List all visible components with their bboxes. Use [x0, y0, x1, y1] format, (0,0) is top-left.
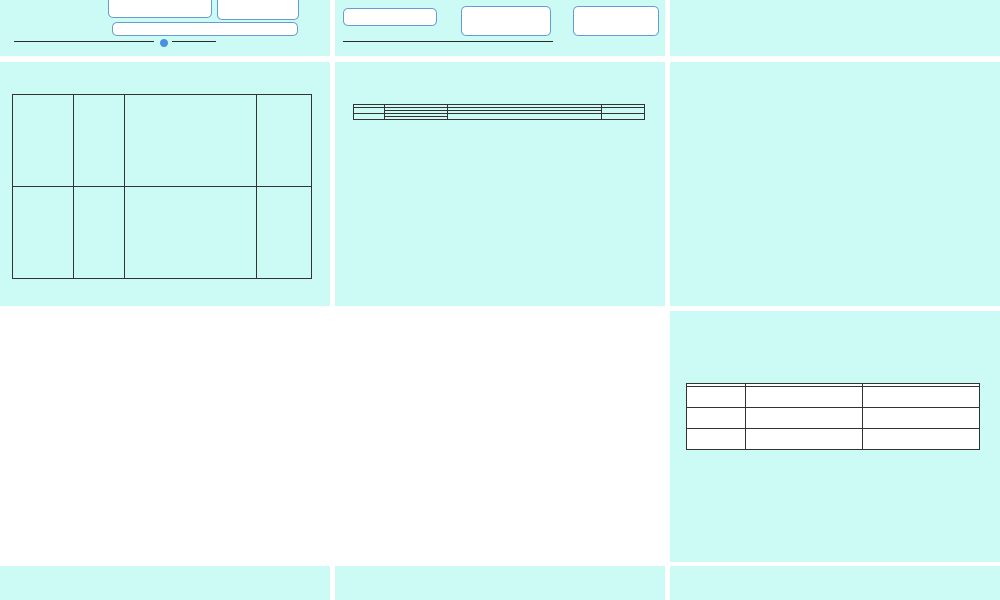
table-cell	[448, 114, 602, 120]
growth-model-chart-panel	[0, 311, 330, 562]
table-cell	[13, 187, 74, 279]
table-cell	[601, 114, 644, 120]
age-structure-table	[686, 383, 980, 450]
growth-model-line-chart	[0, 311, 330, 562]
table-row	[13, 187, 312, 279]
slide1-right-pill	[217, 0, 299, 20]
slide1-pill	[108, 0, 212, 18]
table-cell	[687, 408, 746, 429]
slide-12[interactable]	[670, 566, 1000, 600]
slide-1[interactable]	[0, 0, 330, 56]
table-cell	[863, 429, 980, 450]
table-cell	[125, 187, 256, 279]
table-row	[687, 429, 980, 450]
slide1-rule	[14, 41, 154, 42]
slide2-box-3	[573, 6, 659, 36]
table-cell	[746, 408, 863, 429]
slide1-globe-icon	[160, 39, 168, 47]
bar-charts-panel-top	[335, 311, 545, 443]
table-cell	[13, 95, 74, 187]
slide-4[interactable]	[0, 62, 330, 306]
bar-charts-top	[335, 311, 545, 443]
slide1-right-line1	[218, 0, 298, 1]
slide-3[interactable]	[670, 0, 1000, 56]
slide2-box-1	[343, 8, 437, 26]
country-problem-table	[353, 104, 645, 120]
table-cell	[687, 387, 746, 408]
table-row	[687, 408, 980, 429]
table-cell	[746, 429, 863, 450]
table-cell	[863, 408, 980, 429]
table-cell	[687, 429, 746, 450]
slide-11[interactable]	[335, 566, 665, 600]
type-comparison-table	[12, 94, 312, 279]
slide1-factor	[112, 22, 298, 36]
bar-charts-bottom	[472, 444, 665, 562]
bar-charts-panel-bottom	[472, 444, 665, 562]
table-cell	[256, 95, 311, 187]
table-cell	[74, 187, 125, 279]
table-cell	[74, 95, 125, 187]
table-cell	[125, 95, 256, 187]
table-row	[687, 387, 980, 408]
table-cell	[354, 114, 385, 120]
table-row	[13, 95, 312, 187]
slide-10[interactable]	[0, 566, 330, 600]
slide2-box-2	[461, 6, 551, 36]
slide2-rule	[343, 41, 553, 42]
table-cell	[863, 387, 980, 408]
slide-9[interactable]	[670, 311, 1000, 562]
slide-6[interactable]	[670, 62, 1000, 306]
slide1-rule-right	[172, 41, 216, 42]
slide-5[interactable]	[335, 62, 665, 306]
table-cell	[385, 117, 448, 120]
slide-2[interactable]	[335, 0, 665, 56]
table-cell	[746, 387, 863, 408]
table-cell	[256, 187, 311, 279]
